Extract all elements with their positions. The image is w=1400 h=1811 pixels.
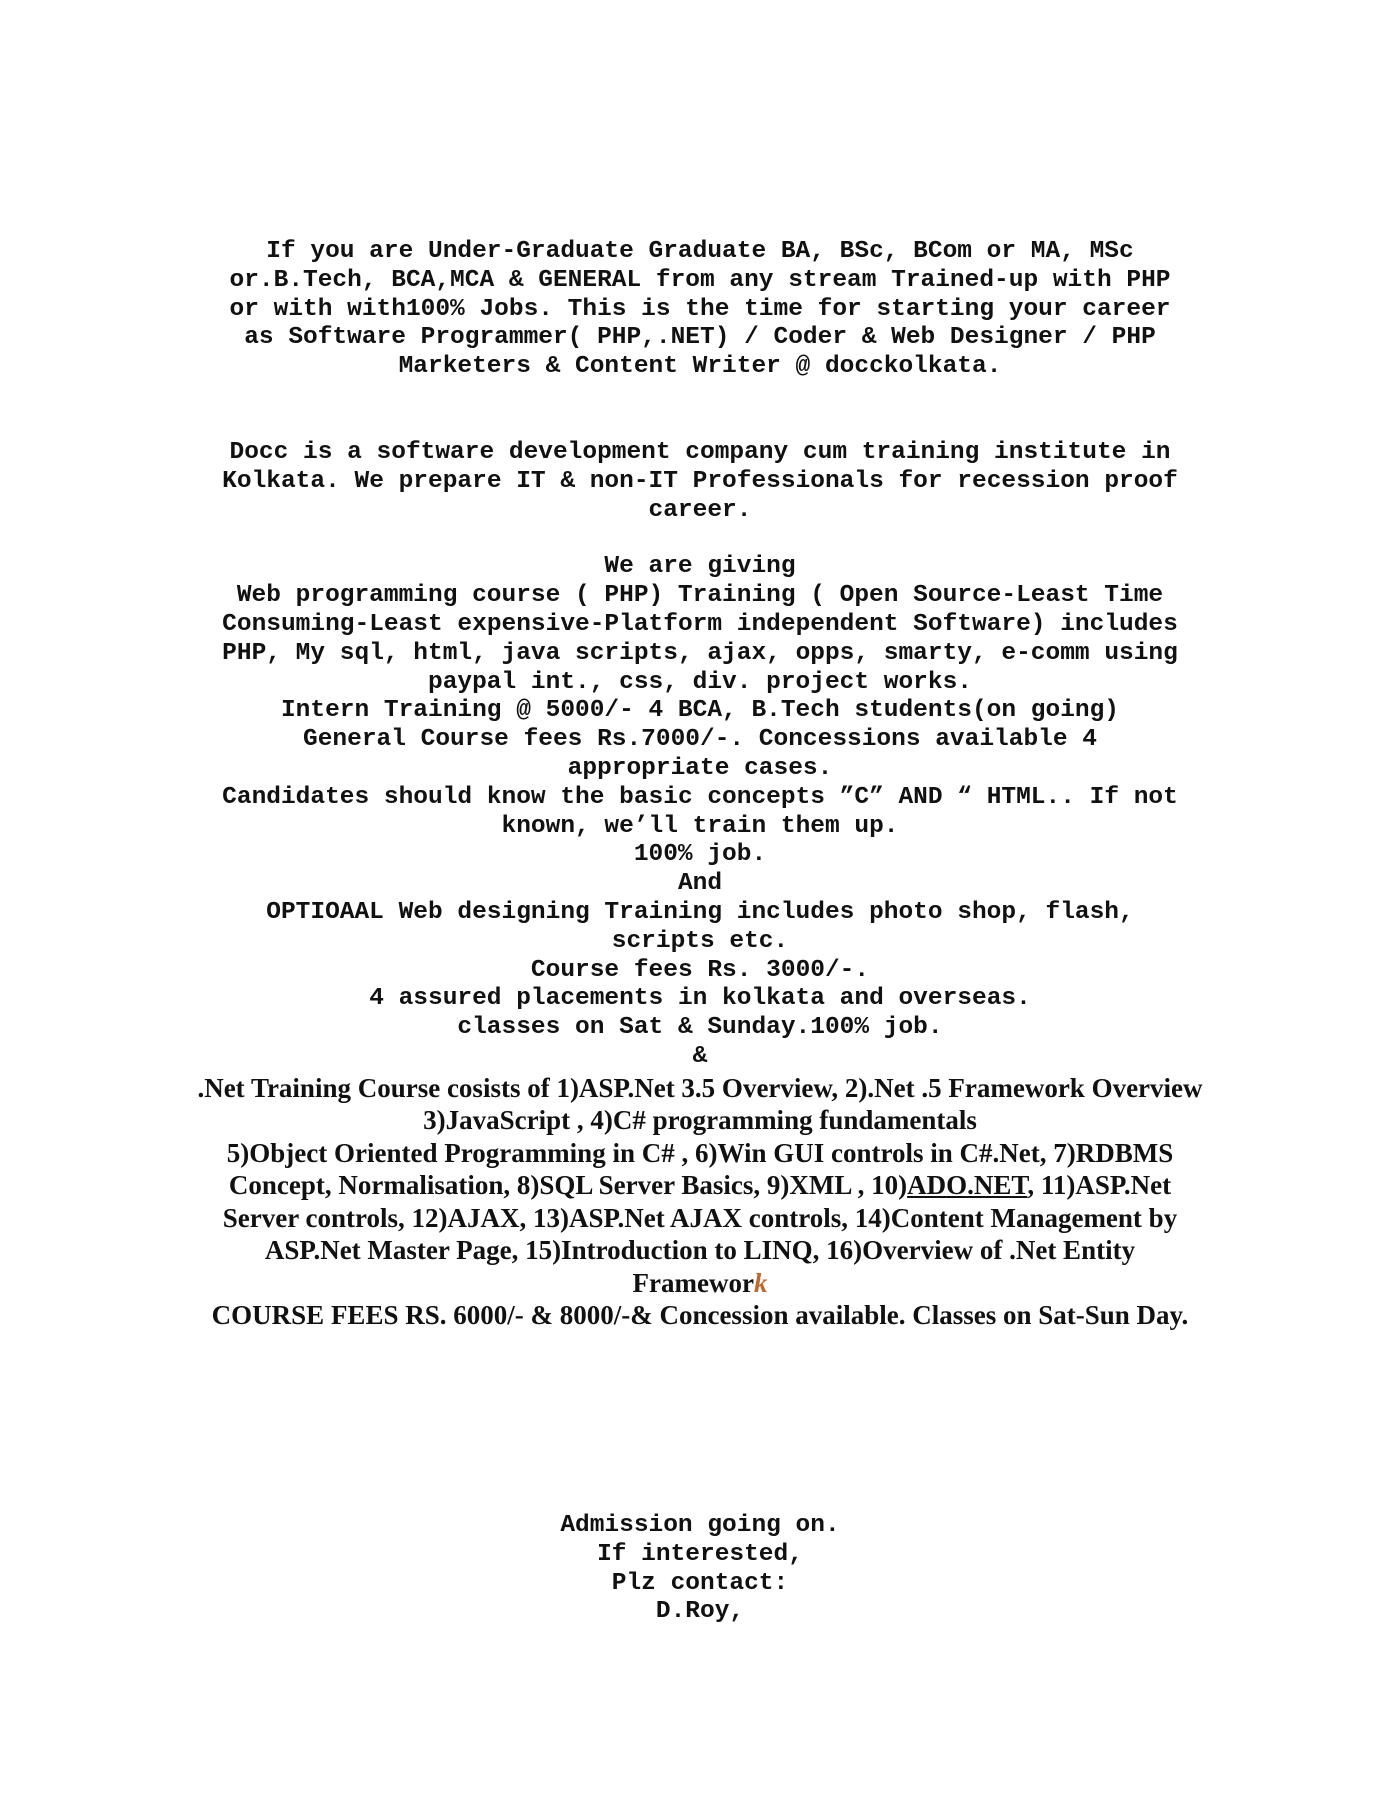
about-line: Docc is a software development company cum training institute in xyxy=(229,438,1171,466)
php-course-section xyxy=(195,553,1205,1071)
php-course-line: paypal int., css, div. project works. xyxy=(428,668,972,696)
contact-line: If interested, xyxy=(597,1540,803,1568)
php-course-line: appropriate cases. xyxy=(567,754,833,782)
intro-line: or.B.Tech, BCA,MCA & GENERAL from any stream Trained-up with PHP xyxy=(229,266,1171,294)
php-course-line: scripts etc. xyxy=(611,927,789,955)
about-line: career. xyxy=(648,496,752,524)
php-course-line: Consuming-Least expensive-Platform independent Software) includes xyxy=(222,610,1178,638)
intro-line: or with with100% Jobs. This is the time for starting your career xyxy=(229,295,1171,323)
intro-line: If you are Under-Graduate Graduate BA, BSc, BCom or MA, MSc xyxy=(266,238,1134,265)
php-course-line: General Course fees Rs.7000/-. Concessions available 4 xyxy=(303,726,1097,754)
net-course-text: .Net Training Course cosists of 1)ASP.Net 3.5 Overview, 2).Net .5 Framework Overview 3)JavaScript , 4)C# programming fundamentals xyxy=(197,1072,1203,1136)
contact-line: D.Roy, xyxy=(655,1598,745,1626)
about-paragraph xyxy=(195,439,1205,525)
net-course-fees: COURSE FEES RS. 6000/- & 8000/-& Concession available. Classes on Sat-Sun Day. xyxy=(211,1300,1189,1331)
php-course-line: Web programming course ( PHP) Training ( Open Source-Least Time xyxy=(236,582,1164,610)
accent-letter: k xyxy=(753,1267,768,1298)
spacer xyxy=(195,525,1205,553)
ado-net-link[interactable]: ADO.NET xyxy=(907,1170,1028,1201)
php-course-line: Candidates should know the basic concepts ”C” AND “ HTML.. If not xyxy=(222,783,1178,811)
php-course-line: We are giving xyxy=(604,553,796,581)
php-course-line: OPTIOAAL Web designing Training includes photo shop, flash, xyxy=(266,898,1134,926)
php-course-line: & xyxy=(692,1042,708,1070)
php-course-line: Intern Training @ 5000/- 4 BCA, B.Tech students(on going) xyxy=(280,697,1120,725)
net-course-text: , 11)ASP.Net Server controls, 12)AJAX, 13)ASP.Net AJAX controls, 14)Content Management by ASP.Net Master Page, 15)Introduction to LINQ, 16)Overview of .Net Entity Framewor xyxy=(222,1170,1178,1298)
flyer-body xyxy=(195,238,1205,1332)
net-course-description xyxy=(195,1072,1205,1300)
about-line: Kolkata. We prepare IT & non-IT Professionals for recession proof xyxy=(222,467,1178,495)
php-course-line: classes on Sat & Sunday.100% job. xyxy=(457,1014,943,1042)
php-course-line: 100% job. xyxy=(633,841,767,869)
contact-line: Plz contact: xyxy=(611,1569,789,1597)
contact-block xyxy=(195,1512,1205,1627)
intro-paragraph xyxy=(195,238,1205,382)
intro-line: as Software Programmer( PHP,.NET) / Coder & Web Designer / PHP xyxy=(244,324,1156,352)
net-course-section xyxy=(195,1072,1205,1332)
php-course-line: PHP, My sql, html, java scripts, ajax, opps, smarty, e-comm using xyxy=(222,639,1178,667)
spacer xyxy=(195,382,1205,439)
contact-line: Admission going on. xyxy=(560,1512,840,1539)
php-course-line: known, we’ll train them up. xyxy=(501,812,899,840)
php-course-line: 4 assured placements in kolkata and overseas. xyxy=(369,985,1031,1013)
php-course-line: Course fees Rs. 3000/-. xyxy=(530,956,870,984)
intro-line: Marketers & Content Writer @ docckolkata. xyxy=(398,353,1002,381)
net-course-text: 5)Object Oriented Programming in C# , 6)Win GUI controls in C#.Net, 7)RDBMS Concept, Normalisation, 8)SQL Server Basics, 9)XML , 10) xyxy=(226,1137,1174,1201)
php-course-line: And xyxy=(677,870,723,898)
